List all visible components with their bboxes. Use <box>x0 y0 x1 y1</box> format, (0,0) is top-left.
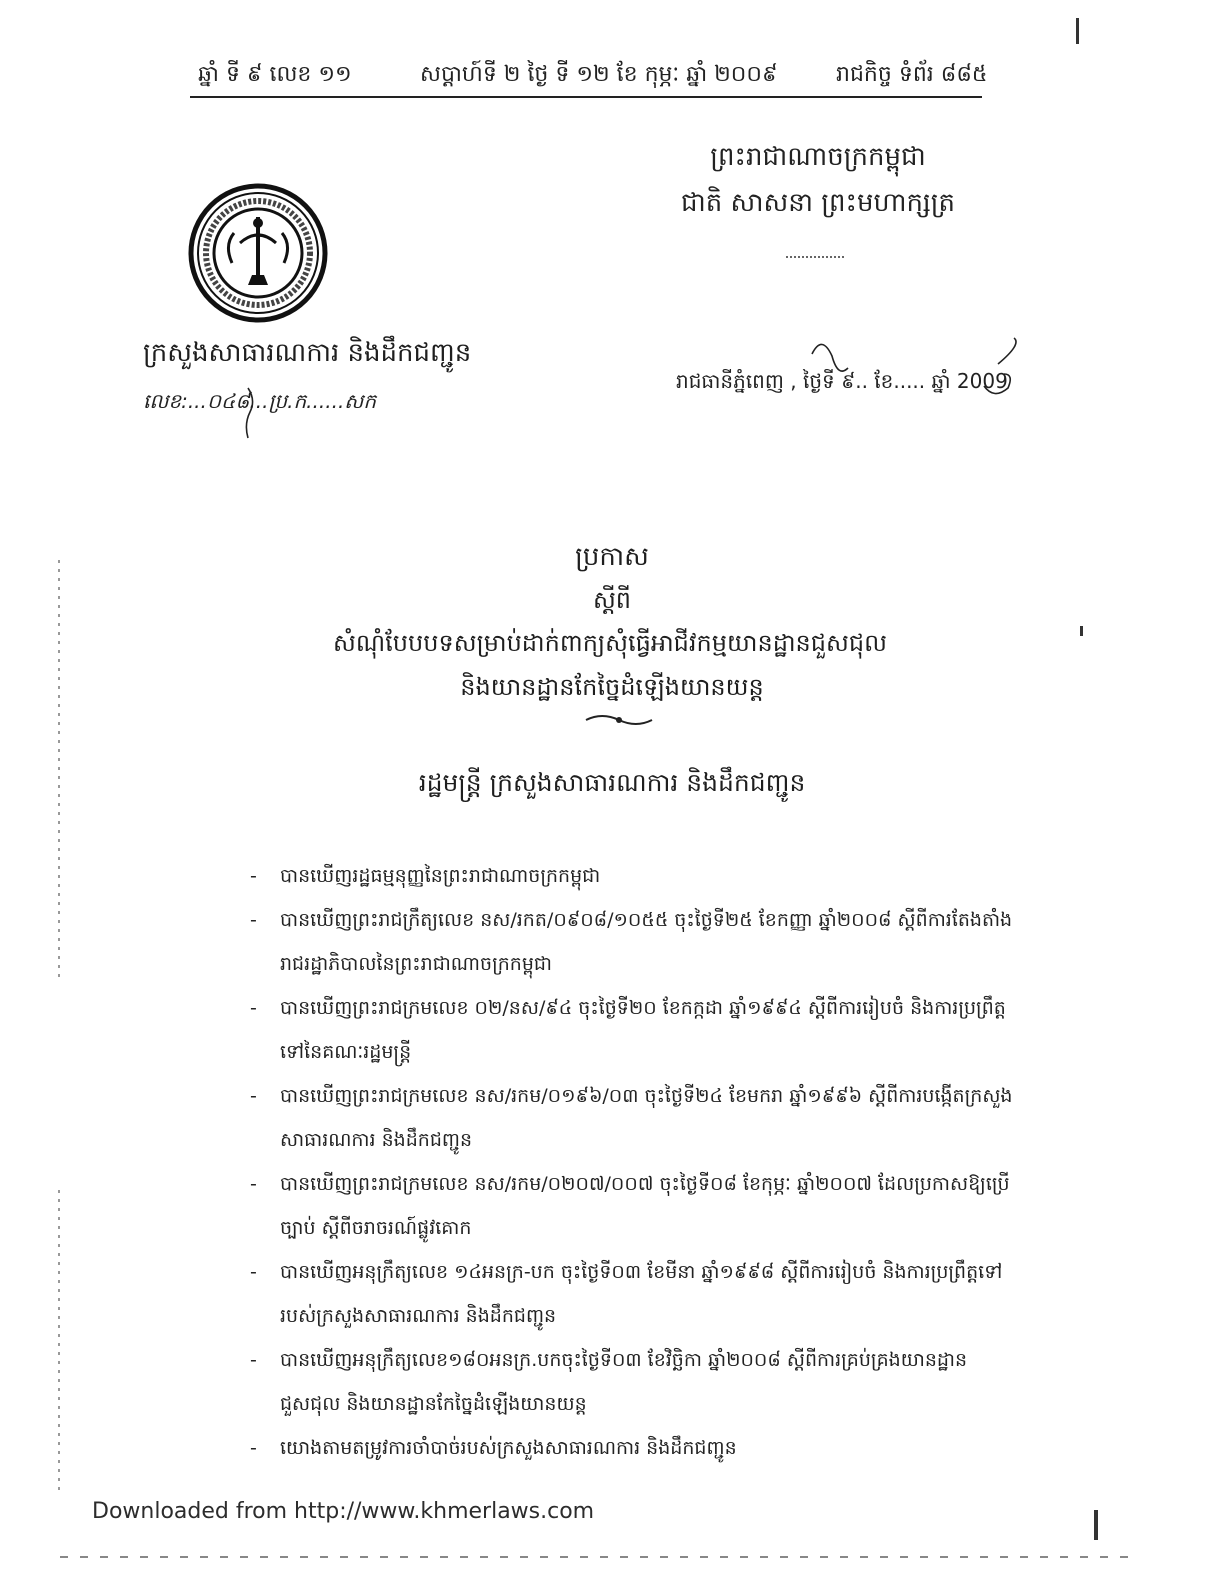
scan-speck <box>1080 626 1083 636</box>
scan-bottom-marks <box>60 1556 1140 1558</box>
scan-edge-marks <box>58 560 60 980</box>
scan-speck <box>1076 18 1079 44</box>
list-item: - បានឃើញអនុក្រឹត្យលេខ ១៤អនក្រ-បក ចុះថ្ងៃទី០៣ ខែមីនា ឆ្នាំ១៩៩៨ ស្តីពីការរៀបចំ និងការប្រព្រឹត្តទៅរបស់ក្រសួងសាធារណការ និងដឹកជញ្ជូន <box>250 1261 1003 1327</box>
gazette-year-issue: ឆ្នាំ ទី ៩ លេខ ១១ <box>198 62 352 87</box>
ornament-divider <box>786 244 846 247</box>
header-rule <box>190 96 982 98</box>
list-item: - យោងតាមតម្រូវការចាំបាច់របស់ក្រសួងសាធារណការ និងដឹកជញ្ជូន <box>250 1437 737 1459</box>
preamble-list <box>250 854 1020 1470</box>
download-source-note: Downloaded from http://www.khmerlaws.com <box>92 1499 595 1524</box>
list-item-text: បានឃើញរដ្ឋធម្មនុញ្ញនៃព្រះរាជាណាចក្រកម្ពុជា <box>280 865 601 887</box>
date-line: រាជធានីភ្នំពេញ , ថ្ងៃទី ៩.. ខែ..... ឆ្នាំ 2009 <box>676 369 1008 393</box>
handwritten-signature-icon <box>808 334 1028 404</box>
reference-number: លេខ:...០៤៨...ប្រ.ក......សក <box>143 389 377 413</box>
subject-line-2: និងយានដ្ឋានកែច្នៃដំឡើងយានយន្ត <box>460 673 764 701</box>
list-item: - បានឃើញព្រះរាជក្រមលេខ នស/រកម/០២០៧/០០៧ ចុះថ្ងៃទី០៨ ខែកុម្ភៈ ឆ្នាំ២០០៧ ដែលប្រកាសឱ្យប្រើច្បាប់ ស្តីពីចរាចរណ៍ផ្លូវគោក <box>250 1173 1010 1239</box>
list-item-text: បានឃើញព្រះរាជក្រឹត្យលេខ នស/រកត/០៩០៨/១០៥៥ ចុះថ្ងៃទី២៥ ខែកញ្ញា ឆ្នាំ២០០៨ ស្តីពីការតែងតាំងរាជរដ្ឋាភិបាលនៃព្រះរាជាណាចក្រកម្ពុជា <box>280 909 1013 975</box>
list-item: - បានឃើញរដ្ឋធម្មនុញ្ញនៃព្រះរាជាណាចក្រកម្ពុជា <box>250 865 601 887</box>
handwritten-mark-icon <box>226 386 271 441</box>
gazette-page-number: រាជកិច្ច ទំព័រ ៨៨៥ <box>836 62 988 87</box>
list-item-text: យោងតាមតម្រូវការចាំបាច់របស់ក្រសួងសាធារណការ និងដឹកជញ្ជូន <box>280 1437 737 1459</box>
list-item-text: បានឃើញអនុក្រឹត្យលេខ១៨០អនក្រ.បកចុះថ្ងៃទី០៣ ខែវិច្ឆិកា ឆ្នាំ២០០៨ ស្តីពីការគ្រប់គ្រងយានដ្ឋានជួសជុល និងយានដ្ឋានកែច្នៃដំឡើងយានយន្ត <box>280 1349 968 1415</box>
list-item: - បានឃើញព្រះរាជក្រមលេខ ០២/នស/៩៤ ចុះថ្ងៃទី២០ ខែកក្កដា ឆ្នាំ១៩៩៤ ស្តីពីការរៀបចំ និងការប្រព្រឹត្តទៅនៃគណៈរដ្ឋមន្ត្រី <box>250 997 1006 1063</box>
scan-edge-marks <box>58 1190 60 1490</box>
scan-speck <box>1094 1510 1098 1540</box>
ornament-flourish-icon <box>584 712 654 728</box>
list-item-text: បានឃើញព្រះរាជក្រមលេខ នស/រកម/០២០៧/០០៧ ចុះថ្ងៃទី០៨ ខែកុម្ភៈ ឆ្នាំ២០០៧ ដែលប្រកាសឱ្យប្រើច្បាប់ ស្តីពីចរាចរណ៍ផ្លូវគោក <box>280 1173 1010 1239</box>
ministry-seal-icon <box>188 183 328 323</box>
document-type-heading: ប្រកាស <box>575 542 649 572</box>
list-item: - បានឃើញព្រះរាជក្រឹត្យលេខ នស/រកត/០៩០៨/១០៥៥ ចុះថ្ងៃទី២៥ ខែកញ្ញា ឆ្នាំ២០០៨ ស្តីពីការតែងតាំងរាជរដ្ឋាភិបាលនៃព្រះរាជាណាចក្រកម្ពុជា <box>250 909 1013 975</box>
ministry-name: ក្រសួងសាធារណការ និងដឹកជញ្ជូន <box>143 338 472 368</box>
list-item-text: បានឃើញព្រះរាជក្រមលេខ ០២/នស/៩៤ ចុះថ្ងៃទី២០ ខែកក្កដា ឆ្នាំ១៩៩៤ ស្តីពីការរៀបចំ និងការប្រព្រឹត្តទៅនៃគណៈរដ្ឋមន្ត្រី <box>280 997 1006 1063</box>
about-heading: ស្តីពី <box>592 586 632 614</box>
subject-line-1: សំណុំបែបបទសម្រាប់ដាក់ពាក្យសុំធ្វើអាជីវកម្មយានដ្ឋានជួសជុល <box>333 629 887 657</box>
list-item: - បានឃើញព្រះរាជក្រមលេខ នស/រកម/០១៩៦/០៣ ចុះថ្ងៃទី២៤ ខែមករា ឆ្នាំ១៩៩៦ ស្តីពីការបង្កើតក្រសួងសាធារណការ និងដឹកជញ្ជូន <box>250 1085 1013 1151</box>
kingdom-name: ព្រះរាជាណាចក្រកម្ពុជា <box>710 142 926 172</box>
national-motto: ជាតិ សាសនា ព្រះមហាក្សត្រ <box>681 188 955 218</box>
issuer-heading: រដ្ឋមន្ត្រី ក្រសួងសាធារណការ និងដឹកជញ្ជូន <box>418 768 806 797</box>
list-item-text: បានឃើញអនុក្រឹត្យលេខ ១៤អនក្រ-បក ចុះថ្ងៃទី០៣ ខែមីនា ឆ្នាំ១៩៩៨ ស្តីពីការរៀបចំ និងការប្រព្រឹត្តទៅរបស់ក្រសួងសាធារណការ និងដឹកជញ្ជូន <box>280 1261 1003 1327</box>
list-item-text: បានឃើញព្រះរាជក្រមលេខ នស/រកម/០១៩៦/០៣ ចុះថ្ងៃទី២៤ ខែមករា ឆ្នាំ១៩៩៦ ស្តីពីការបង្កើតក្រសួងសាធារណការ និងដឹកជញ្ជូន <box>280 1085 1013 1151</box>
list-item: - បានឃើញអនុក្រឹត្យលេខ១៨០អនក្រ.បកចុះថ្ងៃទី០៣ ខែវិច្ឆិកា ឆ្នាំ២០០៨ ស្តីពីការគ្រប់គ្រងយានដ្ឋានជួសជុល និងយានដ្ឋានកែច្នៃដំឡើងយានយន្ត <box>250 1349 968 1415</box>
gazette-week-date: សប្តាហ៍ទី ២ ថ្ងៃ ទី ១២ ខែ កុម្ភៈ ឆ្នាំ ២០០៩ <box>420 62 778 87</box>
